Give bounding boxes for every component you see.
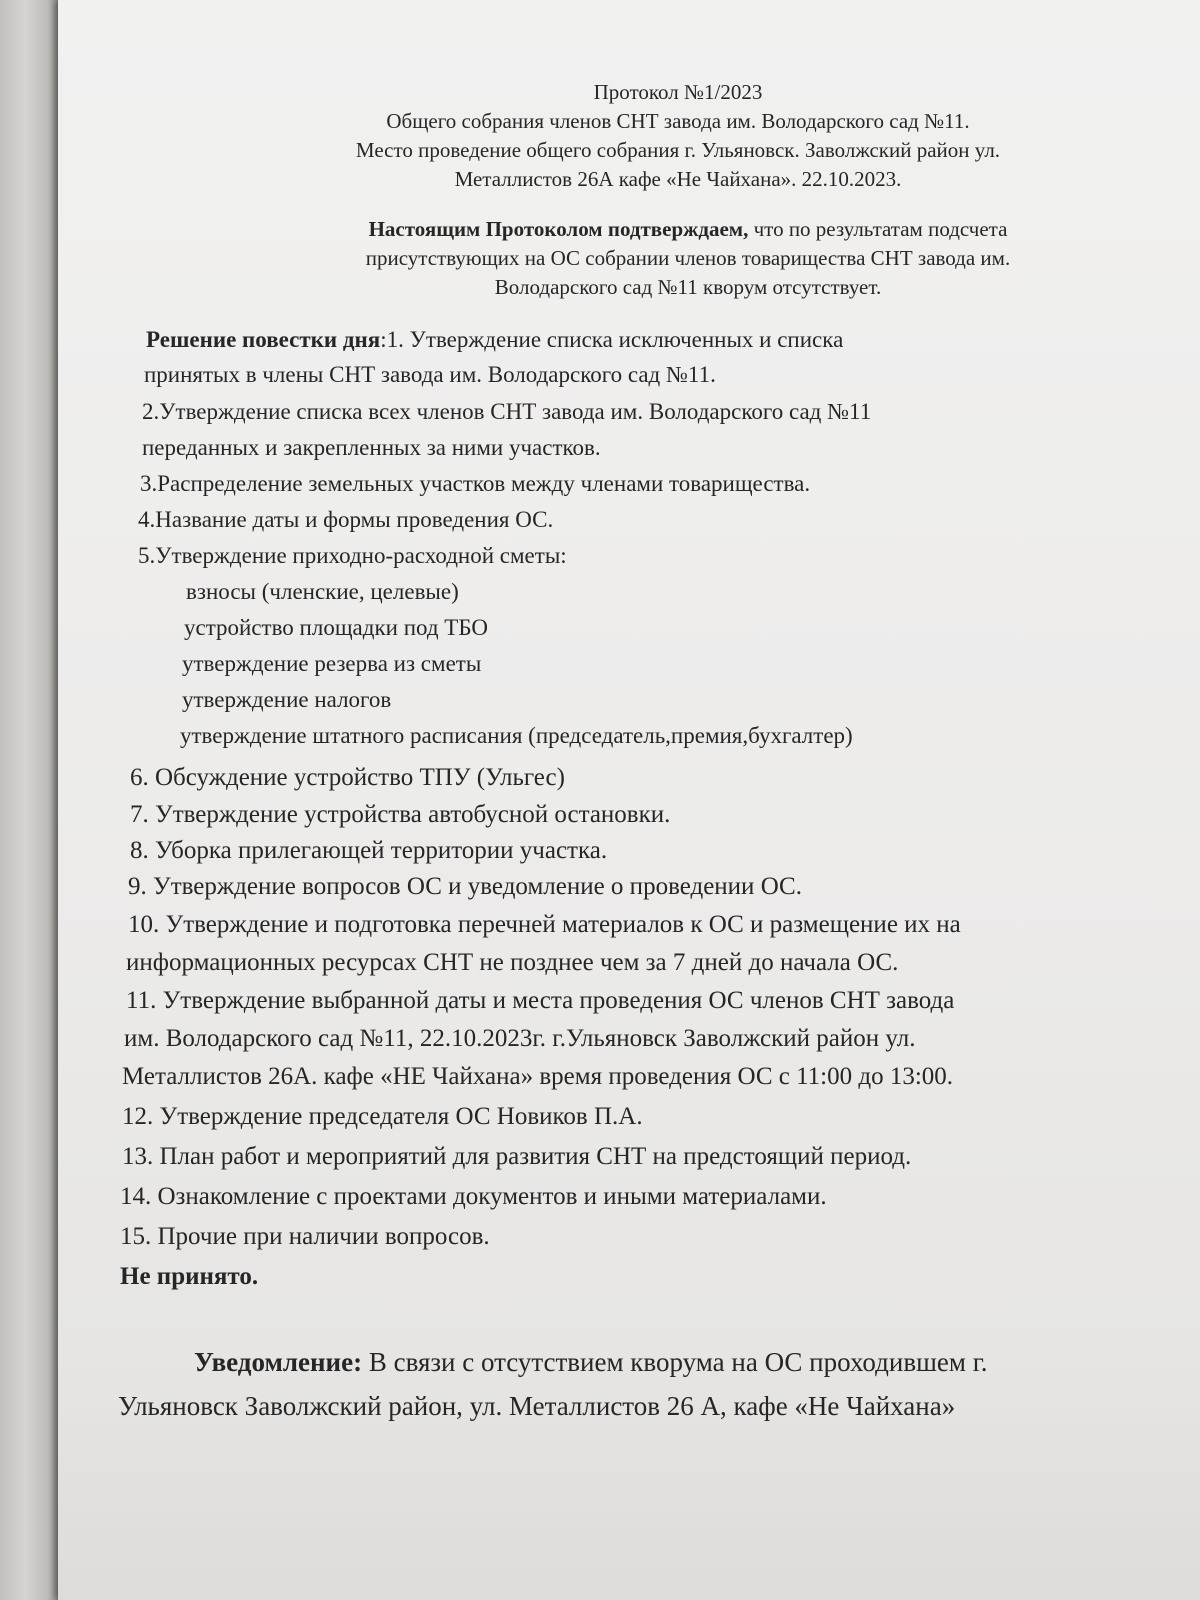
meeting-place-line: Место проведение общего собрания г. Ульяновск. Заволжский район ул.: [355, 138, 1001, 162]
notice-line2: Ульяновск Заволжский район, ул. Металлистов 26 А, кафе «Не Чайхана»: [118, 1391, 956, 1421]
protocol-header: [198, 78, 1158, 194]
agenda-item-11-line3: Металлистов 26А. кафе «НЕ Чайхана» время проведения ОС с 11:00 до 13:00.: [122, 1063, 954, 1090]
quorum-statement-line2: присутствующих на ОС собрании членов товарищества СНТ завода им.: [365, 246, 1011, 270]
meeting-name: Общего собрания членов СНТ завода им. Володарского сад №11.: [386, 109, 970, 133]
agenda-item-1-line1: [146, 325, 843, 355]
agenda-item-9: 9. Утверждение вопросов ОС и уведомление о проведении ОС.: [128, 873, 802, 900]
agenda-item-5-sub-staff: утверждение штатного расписания (председатель,премия,бухгалтер): [180, 723, 853, 748]
agenda-item-11-line1: 11. Утверждение выбранной даты и места проведения ОС членов СНТ завода: [126, 987, 955, 1014]
agenda-item-10-line2: информационных ресурсах СНТ не позднее чем за 7 дней до начала ОС.: [126, 949, 899, 976]
decision-result-text: Не принято.: [120, 1263, 259, 1290]
agenda-item-5-sub-waste-site: устройство площадки под ТБО: [184, 615, 489, 640]
quorum-statement: [208, 215, 1168, 302]
agenda-item-10-line1: 10. Утверждение и подготовка перечней материалов к ОС и размещение их на: [128, 911, 961, 938]
notice-text: В связи с отсутствием кворума на ОС проходившем г.: [362, 1347, 988, 1377]
quorum-statement-line1: [208, 215, 1168, 244]
agenda-item-11-line2: им. Володарского сад №11, 22.10.2023г. г.Ульяновск Заволжский район ул.: [124, 1025, 916, 1052]
notice-line1: [194, 1347, 987, 1377]
agenda-item-4: 4.Название даты и формы проведения ОС.: [138, 507, 554, 532]
agenda-item-5: 5.Утверждение приходно-расходной сметы:: [138, 543, 567, 568]
agenda-item-3: 3.Распределение земельных участков между членами товарищества.: [140, 471, 811, 496]
agenda-item-2-line1: 2.Утверждение списка всех членов СНТ завода им. Володарского сад №11: [142, 399, 872, 424]
agenda-item-5-sub-reserve: утверждение резерва из сметы: [182, 651, 482, 676]
agenda-item-6: 6. Обсуждение устройство ТПУ (Ульгес): [130, 764, 565, 791]
quorum-statement-text: что по результатам подсчета: [748, 217, 1008, 241]
agenda-item-8: 8. Уборка прилегающей территории участка.: [130, 837, 608, 864]
agenda-item-2-line2: переданных и закрепленных за ними участков.: [142, 435, 601, 460]
agenda-item-12: 12. Утверждение председателя ОС Новиков П.А.: [122, 1103, 643, 1130]
agenda-item-14: 14. Ознакомление с проектами документов и иными материалами.: [120, 1183, 827, 1210]
meeting-address-date: Металлистов 26А кафе «Не Чайхана». 22.10.2023.: [454, 167, 902, 191]
agenda-item-13: 13. План работ и мероприятий для развития СНТ на предстоящий период.: [122, 1143, 912, 1170]
agenda-label: Решение повестки дня: [146, 327, 381, 352]
agenda-item-15: 15. Прочие при наличии вопросов.: [120, 1223, 490, 1250]
agenda-item-5-sub-fees: взносы (членские, целевые): [186, 579, 459, 604]
decision-result: [120, 1262, 258, 1292]
agenda-item-5-sub-taxes: утверждение налогов: [182, 687, 392, 712]
agenda-item-7: 7. Утверждение устройства автобусной остановки.: [130, 801, 671, 828]
protocol-title: Протокол №1/2023: [593, 80, 763, 104]
agenda-item-1-line2: принятых в члены СНТ завода им. Володарского сад №11.: [144, 362, 716, 387]
quorum-statement-line3: Володарского сад №11 кворум отсутствует.: [494, 275, 882, 299]
agenda-item-1-text: :1. Утверждение списка исключенных и списка: [380, 327, 844, 352]
document-page: [58, 0, 1200, 1600]
quorum-statement-bold: Настоящим Протоколом подтверждаем,: [368, 217, 749, 241]
notice-label: Уведомление:: [194, 1347, 363, 1377]
